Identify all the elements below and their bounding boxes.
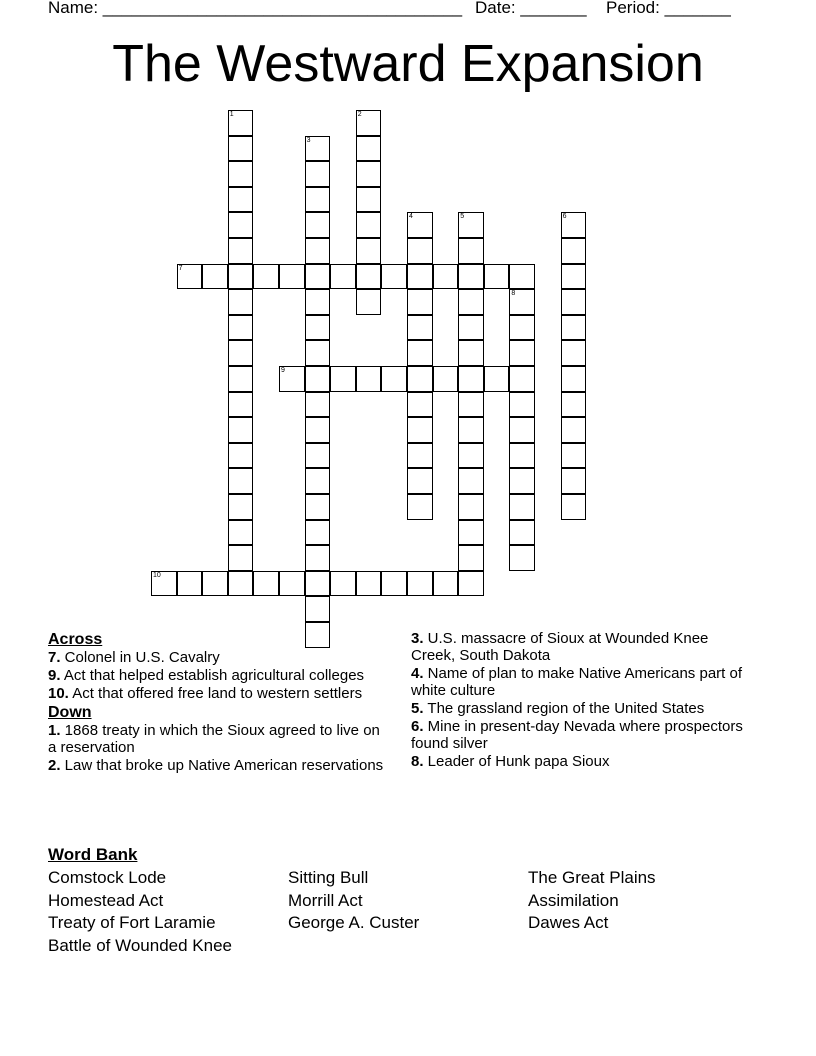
clue-number: 7 [178,264,183,272]
grid-cell[interactable] [407,494,433,520]
word-bank-item: Sitting Bull [288,868,369,887]
grid-cell[interactable] [305,289,331,315]
across-clue-list [48,649,388,702]
grid-cell[interactable] [305,161,331,187]
word-bank-column-2 [288,867,419,935]
grid-cell[interactable] [458,494,484,520]
clue-number: 10 [153,571,161,579]
grid-cell[interactable] [305,443,331,469]
grid-cell[interactable] [228,571,254,597]
grid-cell[interactable] [561,289,587,315]
grid-cell[interactable] [228,264,254,290]
grid-cell[interactable] [407,392,433,418]
word-bank-column-1 [48,867,232,957]
clue-item-number: 6. [411,718,424,735]
clue-item [411,718,751,752]
grid-cell[interactable] [330,264,356,290]
grid-cell[interactable] [228,366,254,392]
clue-item-text: Name of plan to make Native Americans part of white culture [411,665,742,699]
date-field[interactable]: Date: _______ [475,0,587,17]
grid-cell[interactable] [356,110,382,136]
grid-cell[interactable] [305,264,331,290]
grid-cell[interactable] [305,366,331,392]
grid-cell[interactable] [458,366,484,392]
grid-cell[interactable] [458,417,484,443]
grid-cell[interactable] [305,187,331,213]
grid-cell[interactable] [279,366,305,392]
grid-cell[interactable] [561,468,587,494]
clue-item-text: Colonel in U.S. Cavalry [60,649,220,666]
clue-item-text: Law that broke up Native American reservations [60,757,384,774]
grid-cell[interactable] [330,571,356,597]
word-bank-item: Battle of Wounded Knee [48,935,232,955]
grid-cell[interactable] [356,212,382,238]
grid-cell[interactable] [305,545,331,571]
grid-cell[interactable] [305,340,331,366]
grid-cell[interactable] [228,110,254,136]
grid-cell[interactable] [509,264,535,290]
grid-cell[interactable] [228,494,254,520]
clue-item-number: 1. [48,722,61,739]
grid-cell[interactable] [433,571,459,597]
clue-number: 4 [409,213,413,221]
grid-cell[interactable] [202,571,228,597]
grid-cell[interactable] [484,366,510,392]
grid-cell[interactable] [407,238,433,264]
clue-item-text: Leader of Hunk papa Sioux [423,753,610,770]
grid-cell[interactable] [228,443,254,469]
clue-item-number: 4. [411,665,424,682]
grid-cell[interactable] [407,340,433,366]
grid-cell[interactable] [356,264,382,290]
clue-item-number: 8. [411,753,424,770]
grid-cell[interactable] [253,264,279,290]
grid-cell[interactable] [509,494,535,520]
grid-cell[interactable] [407,366,433,392]
across-heading: Across [48,631,103,648]
clue-item-number: 3. [411,630,424,647]
grid-cell[interactable] [561,212,587,238]
name-field[interactable]: Name: ______________________________________ [48,0,463,17]
clue-item-text: Act that helped establish agricultural colleges [60,667,365,684]
clue-item [48,685,388,702]
clue-item-number: 7. [48,649,61,666]
grid-cell[interactable] [228,289,254,315]
grid-cell[interactable] [509,289,535,315]
grid-cell[interactable] [509,545,535,571]
grid-cell[interactable] [458,238,484,264]
grid-cell[interactable] [305,136,331,162]
clue-item-text: Act that offered free land to western settlers [68,685,363,702]
grid-cell[interactable] [228,417,254,443]
clue-number: 5 [460,213,465,221]
grid-cell[interactable] [202,264,228,290]
grid-cell[interactable] [509,468,535,494]
grid-cell[interactable] [509,340,535,366]
clue-item-text: Mine in present-day Nevada where prospectors found silver [411,718,743,752]
grid-cell[interactable] [407,315,433,341]
grid-cell[interactable] [356,289,382,315]
grid-cell[interactable] [279,264,305,290]
grid-cell[interactable] [305,571,331,597]
grid-cell[interactable] [407,571,433,597]
grid-cell[interactable] [561,238,587,264]
grid-cell[interactable] [253,571,279,597]
word-bank-item: Assimilation [528,890,619,910]
grid-cell[interactable] [305,238,331,264]
grid-cell[interactable] [305,520,331,546]
clue-item [411,753,751,770]
grid-cell[interactable] [458,545,484,571]
grid-cell[interactable] [561,417,587,443]
word-bank-item: George A. Custer [288,913,420,932]
word-bank-item: Treaty of Fort Laramie [48,913,216,932]
grid-cell[interactable] [381,571,407,597]
grid-cell[interactable] [356,238,382,264]
clues-right-column [411,630,751,771]
clue-item [48,757,388,774]
clue-number: 9 [281,367,285,374]
grid-cell[interactable] [279,571,305,597]
grid-cell[interactable] [458,468,484,494]
grid-cell[interactable] [509,520,535,546]
word-bank-title: Word Bank [48,845,138,864]
grid-cell[interactable] [228,340,254,366]
clue-item [411,665,751,699]
down-heading: Down [48,704,92,721]
grid-cell[interactable] [228,468,254,494]
grid-cell[interactable] [561,340,587,366]
grid-cell[interactable] [407,289,433,315]
grid-cell[interactable] [228,238,254,264]
grid-cell[interactable] [305,596,331,622]
grid-cell[interactable] [305,212,331,238]
down-clue-list-right [411,630,751,770]
clue-item-number: 5. [411,700,424,717]
grid-cell[interactable] [561,494,587,520]
period-field[interactable]: Period: _______ [606,0,731,17]
grid-cell[interactable] [177,264,203,290]
grid-cell[interactable] [228,212,254,238]
clue-item-text: The grassland region of the United States [423,700,705,717]
grid-cell[interactable] [151,571,177,597]
clues-left-column [48,630,388,775]
word-bank-column-3 [528,867,656,935]
grid-cell[interactable] [305,417,331,443]
grid-cell[interactable] [228,187,254,213]
grid-cell[interactable] [177,571,203,597]
grid-cell[interactable] [458,520,484,546]
grid-cell[interactable] [458,392,484,418]
clue-item [411,630,751,664]
grid-cell[interactable] [356,187,382,213]
grid-cell[interactable] [458,289,484,315]
clue-item-number: 2. [48,757,61,774]
page-title: The Westward Expansion [112,35,704,93]
grid-cell[interactable] [509,443,535,469]
clue-item [48,722,388,756]
grid-cell[interactable] [561,392,587,418]
grid-cell[interactable] [228,161,254,187]
clue-number: 6 [562,213,567,221]
grid-cell[interactable] [305,468,331,494]
grid-cell[interactable] [407,417,433,443]
grid-cell[interactable] [407,212,433,238]
grid-cell[interactable] [305,392,331,418]
grid-cell[interactable] [356,161,382,187]
grid-cell[interactable] [330,366,356,392]
clue-item-text: U.S. massacre of Sioux at Wounded Knee Creek, South Dakota [411,630,709,664]
grid-cell[interactable] [228,520,254,546]
grid-cell[interactable] [381,366,407,392]
clue-number: 1 [229,111,234,118]
grid-cell[interactable] [433,264,459,290]
clue-item-number: 9. [48,667,61,684]
grid-cell[interactable] [356,571,382,597]
grid-cell[interactable] [356,136,382,162]
grid-cell[interactable] [228,545,254,571]
word-bank-item: Morrill Act [288,890,363,910]
grid-cell[interactable] [458,212,484,238]
grid-cell[interactable] [407,264,433,290]
grid-cell[interactable] [228,136,254,162]
grid-cell[interactable] [407,468,433,494]
grid-cell[interactable] [509,315,535,341]
clue-number: 2 [357,111,362,118]
down-clue-list-left [48,722,388,774]
grid-cell[interactable] [228,315,254,341]
clue-number: 8 [511,290,516,298]
grid-cell[interactable] [407,443,433,469]
grid-cell[interactable] [458,571,484,597]
grid-cell[interactable] [509,392,535,418]
grid-cell[interactable] [509,366,535,392]
grid-cell[interactable] [561,366,587,392]
grid-cell[interactable] [228,392,254,418]
grid-cell[interactable] [561,264,587,290]
clue-number: 3 [306,136,311,144]
word-bank-item: The Great Plains [528,868,656,887]
grid-cell[interactable] [458,443,484,469]
word-bank-item: Dawes Act [528,913,609,932]
grid-cell[interactable] [509,417,535,443]
grid-cell[interactable] [433,366,459,392]
grid-cell[interactable] [356,366,382,392]
clue-item-text: 1868 treaty in which the Sioux agreed to live on a reservation [48,722,380,756]
word-bank-item: Comstock Lode [48,868,167,887]
grid-cell[interactable] [381,264,407,290]
grid-cell[interactable] [458,340,484,366]
word-bank-item: Homestead Act [48,890,164,910]
grid-cell[interactable] [484,264,510,290]
clue-item-number: 10. [48,685,69,702]
grid-cell[interactable] [305,494,331,520]
clue-item [48,649,388,666]
clue-item [48,667,388,684]
grid-cell[interactable] [305,315,331,341]
grid-cell[interactable] [458,315,484,341]
clue-item [411,700,751,717]
grid-cell[interactable] [458,264,484,290]
grid-cell[interactable] [561,315,587,341]
grid-cell[interactable] [561,443,587,469]
